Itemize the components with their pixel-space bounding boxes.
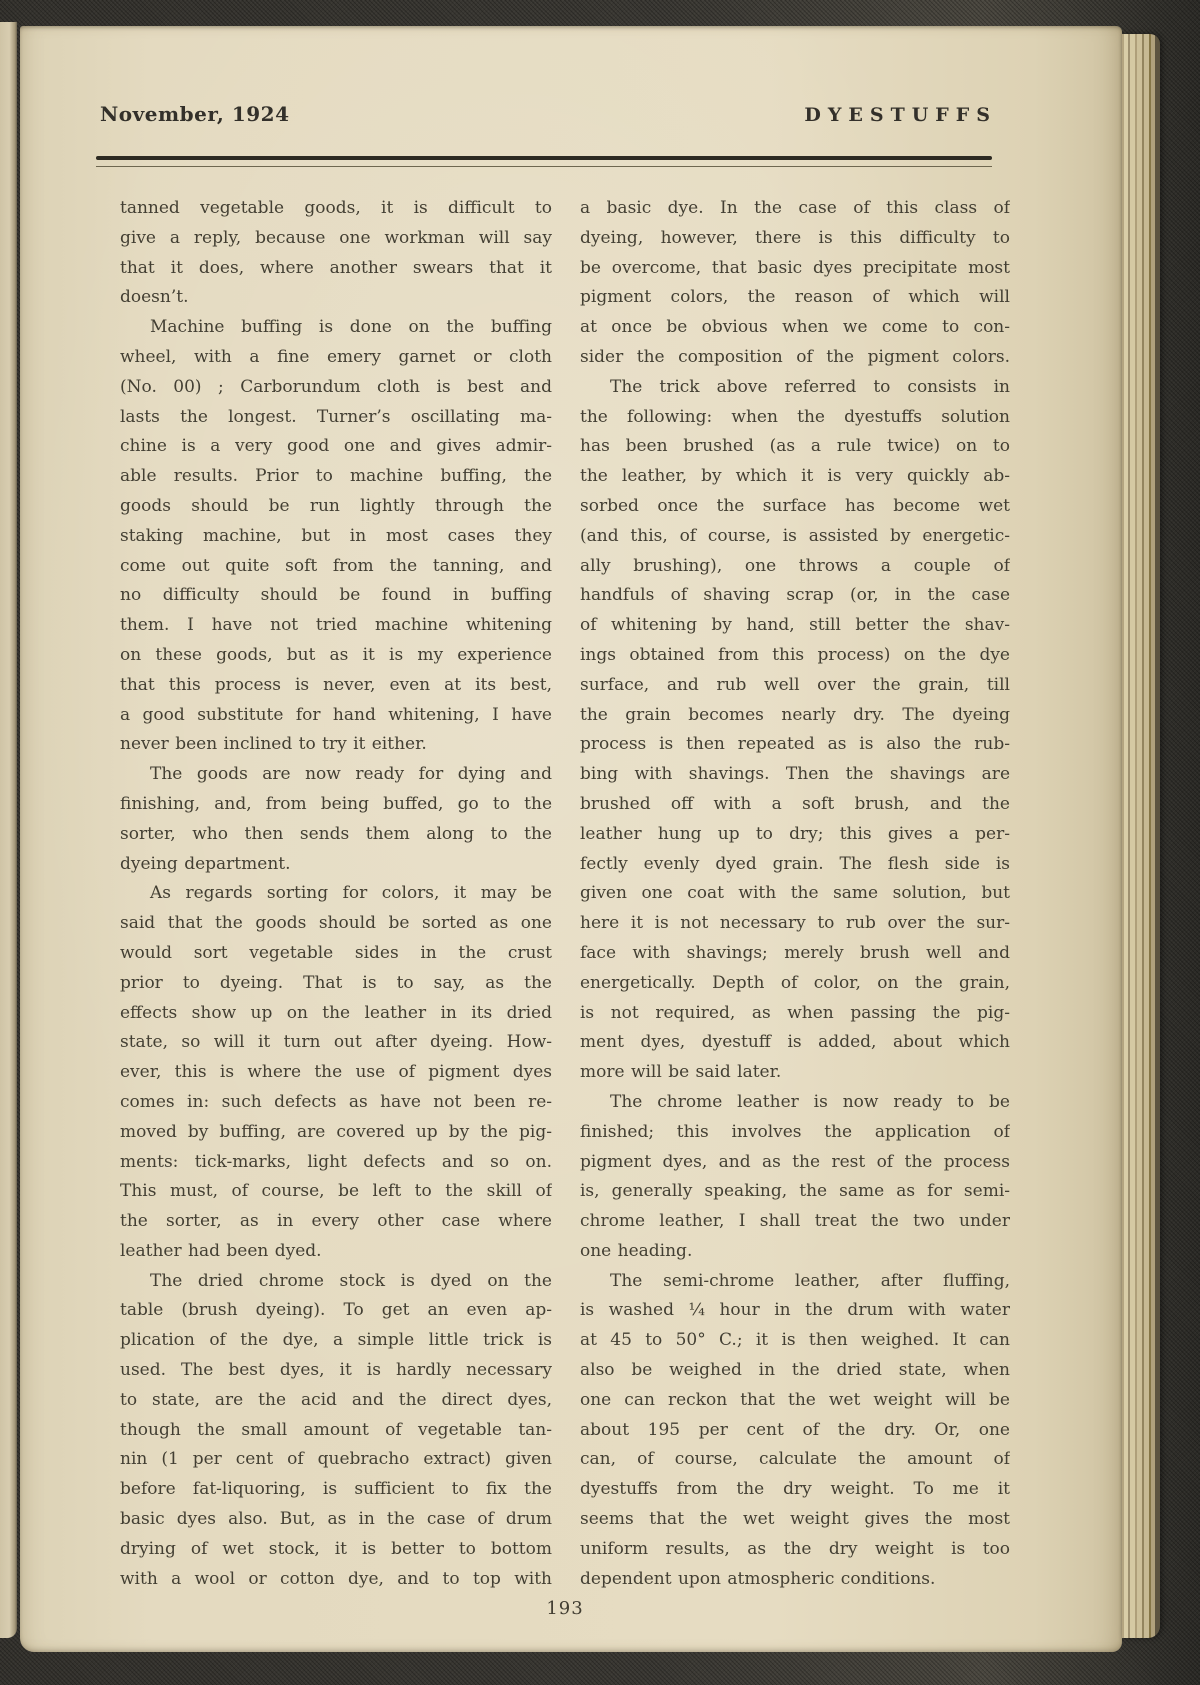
text-column-left bbox=[120, 194, 552, 1594]
text-line: the following: when the dyestuffs solution bbox=[580, 406, 1010, 427]
header-journal-title: DYESTUFFS bbox=[804, 104, 997, 126]
text-line: about 195 per cent of the dry. Or, one bbox=[580, 1419, 1010, 1440]
text-line: before fat-liquoring, is sufficient to fix the bbox=[120, 1479, 552, 1500]
text-line: The semi-chrome leather, after fluffing, bbox=[610, 1270, 1010, 1291]
text-line: them. I have not tried machine whitening bbox=[120, 615, 552, 636]
text-line: one heading. bbox=[580, 1240, 693, 1261]
text-line: process is then repeated as is also the rub- bbox=[580, 734, 1010, 755]
page-header bbox=[100, 102, 997, 136]
text-line: on these goods, but as it is my experience bbox=[120, 644, 552, 665]
text-line: at 45 to 50° C.; it is then weighed. It can bbox=[580, 1330, 1010, 1351]
text-line: The trick above referred to consists in bbox=[610, 376, 1010, 397]
under-page-edge bbox=[0, 22, 17, 1638]
text-line: that this process is never, even at its best, bbox=[120, 674, 552, 695]
header-rule-thin bbox=[96, 166, 992, 167]
text-line: leather had been dyed. bbox=[120, 1240, 322, 1261]
text-line: ment dyes, dyestuff is added, about which bbox=[580, 1032, 1010, 1053]
text-line: chrome leather, I shall treat the two under bbox=[580, 1211, 1010, 1232]
text-line: has been brushed (as a rule twice) on to bbox=[580, 436, 1010, 457]
text-line: the leather, by which it is very quickly ab- bbox=[580, 466, 1010, 487]
text-line: goods should be run lightly through the bbox=[120, 495, 552, 516]
text-line: the sorter, as in every other case where bbox=[120, 1211, 552, 1232]
text-line: basic dyes also. But, as in the case of drum bbox=[120, 1509, 552, 1530]
text-line: also be weighed in the dried state, when bbox=[580, 1360, 1010, 1381]
page-number: 193 bbox=[546, 1598, 584, 1619]
text-line: seems that the wet weight gives the most bbox=[580, 1509, 1010, 1530]
text-line: a basic dye. In the case of this class of bbox=[580, 198, 1010, 218]
text-line: plication of the dye, a simple little trick is bbox=[120, 1330, 552, 1351]
text-line: would sort vegetable sides in the crust bbox=[120, 942, 552, 963]
text-line: ever, this is where the use of pigment dyes bbox=[120, 1062, 552, 1083]
text-line: with a wool or cotton dye, and to top with bbox=[120, 1568, 552, 1589]
text-line: given one coat with the same solution, but bbox=[580, 883, 1010, 904]
text-line: (and this, of course, is assisted by energetic- bbox=[580, 525, 1010, 546]
text-line: finishing, and, from being buffed, go to the bbox=[120, 793, 552, 814]
text-line: one can reckon that the wet weight will be bbox=[580, 1389, 1010, 1410]
scanned-page bbox=[20, 26, 1122, 1652]
text-line: wheel, with a fine emery garnet or cloth bbox=[120, 346, 552, 367]
text-line: (No. 00) ; Carborundum cloth is best and bbox=[120, 376, 552, 397]
text-line: effects show up on the leather in its dried bbox=[120, 1002, 552, 1023]
header-rule-thick bbox=[96, 156, 992, 160]
text-line: ments: tick-marks, light defects and so on. bbox=[120, 1151, 552, 1172]
page-stack-edge bbox=[1122, 34, 1160, 1638]
text-line: staking machine, but in most cases they bbox=[120, 525, 552, 546]
text-line: dyeing, however, there is this difficulty to bbox=[580, 227, 1010, 248]
text-line: tanned vegetable goods, it is difficult to bbox=[120, 198, 552, 218]
text-line: As regards sorting for colors, it may be bbox=[150, 883, 552, 904]
text-line: lasts the longest. Turner’s oscillating ma- bbox=[120, 406, 552, 427]
text-line: nin (1 per cent of quebracho extract) given bbox=[120, 1449, 552, 1470]
text-line: of whitening by hand, still better the shav- bbox=[580, 615, 1010, 636]
text-line: is washed ¼ hour in the drum with water bbox=[580, 1300, 1010, 1321]
text-line: to state, are the acid and the direct dyes, bbox=[120, 1389, 552, 1410]
text-line: that it does, where another swears that it bbox=[120, 257, 552, 278]
text-line: pigment colors, the reason of which will bbox=[580, 287, 1010, 308]
text-line: at once be obvious when we come to con- bbox=[580, 317, 1010, 338]
text-line: be overcome, that basic dyes precipitate most bbox=[580, 257, 1010, 278]
header-date: November, 1924 bbox=[100, 102, 290, 126]
text-line: the grain becomes nearly dry. The dyeing bbox=[580, 704, 1010, 725]
text-line: surface, and rub well over the grain, till bbox=[580, 674, 1010, 695]
text-line: sorter, who then sends them along to the bbox=[120, 823, 552, 844]
text-line: no difficulty should be found in buffing bbox=[120, 585, 552, 606]
text-line: moved by buffing, are covered up by the pig- bbox=[120, 1121, 552, 1142]
text-line: drying of wet stock, it is better to bottom bbox=[120, 1538, 552, 1559]
text-line: leather hung up to dry; this gives a per- bbox=[580, 823, 1010, 844]
text-line: prior to dyeing. That is to say, as the bbox=[120, 972, 552, 993]
text-line: a good substitute for hand whitening, I have bbox=[120, 704, 552, 725]
text-line: state, so will it turn out after dyeing. How- bbox=[120, 1032, 552, 1053]
text-line: comes in: such defects as have not been re- bbox=[120, 1091, 552, 1112]
text-line: This must, of course, be left to the skill of bbox=[120, 1181, 552, 1202]
text-line: give a reply, because one workman will say bbox=[120, 227, 552, 248]
text-line: energetically. Depth of color, on the grain, bbox=[580, 972, 1010, 993]
text-line: ally brushing), one throws a couple of bbox=[580, 555, 1010, 576]
text-line: sorbed once the surface has become wet bbox=[580, 495, 1010, 516]
text-line: face with shavings; merely brush well and bbox=[580, 942, 1010, 963]
text-line: uniform results, as the dry weight is too bbox=[580, 1538, 1010, 1559]
text-line: The dried chrome stock is dyed on the bbox=[150, 1270, 552, 1291]
text-line: used. The best dyes, it is hardly necessary bbox=[120, 1360, 552, 1381]
text-line: Machine buffing is done on the buffing bbox=[150, 317, 552, 338]
text-line: fectly evenly dyed grain. The flesh side is bbox=[580, 853, 1010, 874]
text-line: is not required, as when passing the pig- bbox=[580, 1002, 1010, 1023]
text-line: doesn’t. bbox=[120, 287, 189, 308]
text-line: The chrome leather is now ready to be bbox=[610, 1091, 1010, 1112]
text-line: ings obtained from this process) on the dye bbox=[580, 644, 1010, 665]
text-line: said that the goods should be sorted as one bbox=[120, 913, 552, 934]
text-column-right bbox=[580, 194, 1010, 1594]
text-line: come out quite soft from the tanning, and bbox=[120, 555, 552, 576]
text-line: pigment dyes, and as the rest of the process bbox=[580, 1151, 1010, 1172]
text-line: The goods are now ready for dying and bbox=[150, 764, 552, 785]
text-line: table (brush dyeing). To get an even ap- bbox=[120, 1300, 552, 1321]
text-line: is, generally speaking, the same as for semi- bbox=[580, 1181, 1010, 1202]
text-line: brushed off with a soft brush, and the bbox=[580, 793, 1010, 814]
text-line: able results. Prior to machine buffing, the bbox=[120, 466, 552, 487]
text-line: never been inclined to try it either. bbox=[120, 734, 427, 755]
text-line: can, of course, calculate the amount of bbox=[580, 1449, 1010, 1470]
text-line: handfuls of shaving scrap (or, in the case bbox=[580, 585, 1010, 606]
text-line: finished; this involves the application of bbox=[580, 1121, 1010, 1142]
text-line: bing with shavings. Then the shavings are bbox=[580, 764, 1010, 785]
text-line: though the small amount of vegetable tan- bbox=[120, 1419, 552, 1440]
text-line: dependent upon atmospheric conditions. bbox=[580, 1568, 936, 1589]
text-line: chine is a very good one and gives admir- bbox=[120, 436, 552, 457]
text-line: dyeing department. bbox=[120, 853, 291, 874]
text-line: dyestuffs from the dry weight. To me it bbox=[580, 1479, 1010, 1500]
text-line: more will be said later. bbox=[580, 1062, 782, 1083]
text-line: sider the composition of the pigment colors. bbox=[580, 346, 1010, 367]
text-line: here it is not necessary to rub over the sur- bbox=[580, 913, 1010, 934]
